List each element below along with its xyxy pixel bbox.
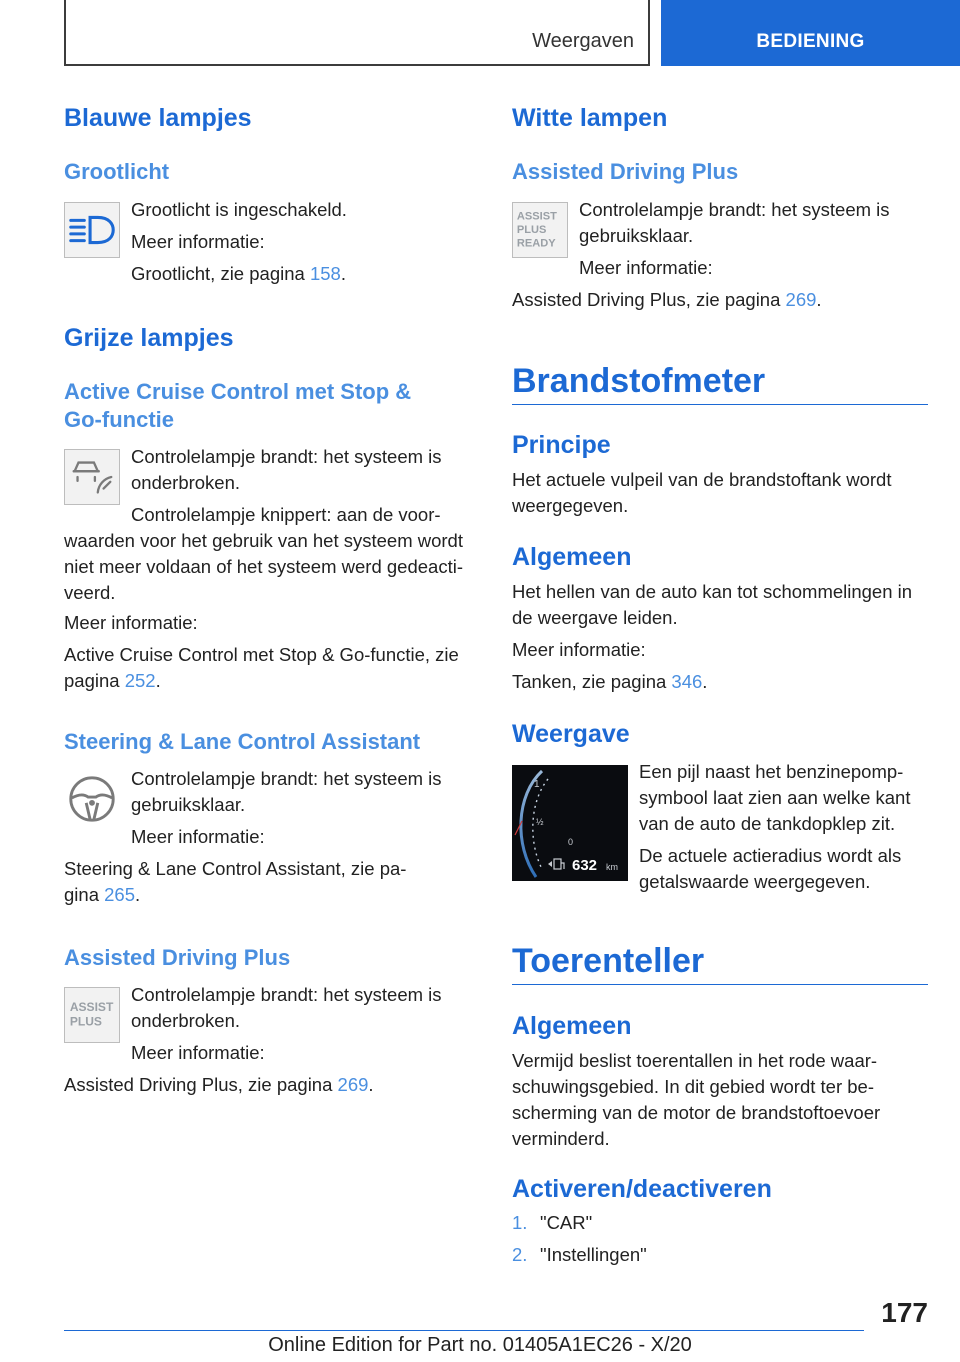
gauge-empty-mark: 0	[568, 837, 574, 847]
acc-ref-end: .	[155, 670, 161, 691]
fuel-gauge-heading: Brandstofmeter	[512, 362, 766, 400]
high-beam-ref-end: .	[340, 263, 346, 284]
acc-text-5: niet meer voldaan of het systeem werd gedeacti-	[64, 556, 463, 577]
footer-edition: Online Edition for Part no. 01405A1EC26 - X/20	[268, 1334, 692, 1356]
refuel-page-link[interactable]: 346	[671, 671, 703, 692]
high-beam-text-2: Meer informatie:	[131, 231, 265, 252]
acc-text-8: Active Cruise Control met Stop & Go-functie, zie	[64, 644, 459, 665]
slca-ref-end: .	[135, 884, 141, 905]
assist-ready-icon-line-1: ASSIST	[516, 210, 557, 223]
high-beam-text-3	[131, 261, 346, 287]
acc-text-7: Meer informatie:	[64, 612, 198, 633]
header-section-title: Weergaven	[532, 30, 634, 52]
gauge-full-mark: 1	[534, 779, 540, 790]
adp-left-page-link[interactable]: 269	[337, 1074, 369, 1095]
adp-right-page-link[interactable]: 269	[785, 289, 817, 310]
slca-text-5	[64, 882, 140, 908]
rpm-text-2: schuwingsgebied. In dit gebied wordt ter be-	[512, 1076, 874, 1097]
step-number: 1.	[512, 1212, 528, 1233]
assist-plus-icon	[64, 987, 120, 1043]
slca-heading: Steering & Lane Control Assistant	[64, 729, 421, 754]
fuel-pump-icon	[548, 859, 564, 869]
gauge-range-value: 632	[572, 857, 598, 874]
slca-text-2: gebruiksklaar.	[131, 794, 246, 815]
adp-right-text-2: gebruiksklaar.	[579, 225, 694, 246]
adp-right-text-1: Controlelampje brandt: het systeem is	[579, 199, 890, 220]
grey-lamps-heading: Grijze lampjes	[64, 324, 234, 352]
adp-left-ref-end: .	[368, 1074, 374, 1095]
fuel-gauge-image	[512, 765, 628, 881]
slca-text-3: Meer informatie:	[131, 826, 265, 847]
acc-ref-text: pagina	[64, 670, 125, 691]
high-beam-ref-text: Grootlicht, zie pagina	[131, 263, 310, 284]
principle-text-2: weergegeven.	[512, 495, 629, 516]
gauge-range-unit: km	[606, 862, 618, 872]
general-text-4	[512, 669, 707, 695]
general-text-1: Het hellen van de auto kan tot schommelingen in	[512, 581, 913, 602]
header-chapter-tab[interactable]	[661, 0, 960, 66]
high-beam-page-link[interactable]: 158	[309, 263, 341, 284]
display-heading: Weergave	[512, 720, 630, 748]
acc-interrupted-icon	[64, 449, 120, 505]
fuel-ref-text: Tanken, zie pagina	[512, 671, 672, 692]
display-text-4: De actuele actieradius wordt als	[639, 845, 902, 866]
assist-plus-icon-line-1: ASSIST	[69, 1000, 114, 1015]
assist-ready-icon-line-2: PLUS	[516, 223, 547, 236]
acc-heading-line-1: Active Cruise Control met Stop &	[64, 379, 412, 404]
rpm-general-heading: Algemeen	[512, 1012, 632, 1040]
display-text-3: van de auto de tankdopklep zit.	[639, 813, 896, 834]
display-text-2: symbool laat zien aan welke kant	[639, 787, 911, 808]
step-text: "Instellingen"	[540, 1244, 647, 1265]
blue-lamps-heading: Blauwe lampjes	[64, 104, 252, 132]
acc-text-9	[64, 668, 161, 694]
rpm-text-1: Vermijd beslist toerentallen in het rode waar-	[512, 1050, 878, 1071]
slca-text-1: Controlelampje brandt: het systeem is	[131, 768, 442, 789]
header-chapter-title: BEDIENING	[756, 31, 865, 52]
adp-left-text-4	[64, 1072, 374, 1098]
gauge-half-mark: ½	[536, 817, 544, 827]
steering-wheel-icon	[64, 771, 120, 827]
step-item-1	[512, 1210, 592, 1236]
assist-plus-icon-line-2: PLUS	[69, 1014, 102, 1029]
header-section-box	[64, 0, 650, 66]
step-text: "CAR"	[540, 1212, 593, 1233]
general-text-3: Meer informatie:	[512, 639, 646, 660]
acc-text-3: Controlelampje knippert: aan de voor-	[131, 504, 441, 525]
slca-text-4: Steering & Lane Control Assistant, zie pa-	[64, 858, 407, 879]
general-text-2: de weergave leiden.	[512, 607, 678, 628]
assist-plus-ready-icon	[512, 202, 568, 258]
activate-heading: Activeren/deactiveren	[512, 1175, 772, 1203]
high-beam-icon	[64, 202, 120, 258]
acc-text-1: Controlelampje brandt: het systeem is	[131, 446, 442, 467]
general-heading: Algemeen	[512, 543, 632, 571]
adp-right-text-3: Meer informatie:	[579, 257, 713, 278]
fuel-gauge-divider	[512, 404, 928, 405]
adp-right-text-4	[512, 287, 822, 313]
adp-left-heading: Assisted Driving Plus	[64, 945, 291, 970]
adp-left-text-1: Controlelampje brandt: het systeem is	[131, 984, 442, 1005]
slca-page-link[interactable]: 265	[104, 884, 135, 905]
principle-text-1: Het actuele vulpeil van de brandstoftank wordt	[512, 469, 892, 490]
display-text-5: getalswaarde weergegeven.	[639, 871, 871, 892]
step-item-2	[512, 1242, 647, 1268]
fuel-ref-end: .	[702, 671, 708, 692]
acc-heading-line-2: Go-functie	[64, 407, 174, 432]
tachometer-divider	[512, 984, 928, 985]
adp-right-ref-end: .	[816, 289, 822, 310]
acc-text-2: onderbroken.	[131, 472, 241, 493]
footer-divider	[64, 1330, 864, 1331]
acc-text-6: veerd.	[64, 582, 116, 603]
acc-text-4: waarden voor het gebruik van het systeem wordt	[64, 530, 463, 551]
adp-left-text-3: Meer informatie:	[131, 1042, 265, 1063]
high-beam-heading: Grootlicht	[64, 159, 170, 184]
adp-left-text-2: onderbroken.	[131, 1010, 241, 1031]
slca-ref-text: gina	[64, 884, 105, 905]
adp-right-ref-text: Assisted Driving Plus, zie pagina	[512, 289, 786, 310]
step-number: 2.	[512, 1244, 528, 1265]
adp-right-heading: Assisted Driving Plus	[512, 159, 739, 184]
acc-page-link[interactable]: 252	[124, 670, 156, 691]
page-number: 177	[881, 1297, 928, 1328]
principle-heading: Principe	[512, 431, 611, 459]
rpm-text-4: verminderd.	[512, 1128, 610, 1149]
adp-left-ref-text: Assisted Driving Plus, zie pagina	[64, 1074, 338, 1095]
white-lamps-heading: Witte lampen	[512, 104, 668, 132]
assist-ready-icon-line-3: READY	[516, 237, 556, 250]
display-text-1: Een pijl naast het benzinepomp-	[639, 761, 904, 782]
tachometer-heading: Toerenteller	[512, 942, 705, 980]
high-beam-text-1: Grootlicht is ingeschakeld.	[131, 199, 347, 220]
rpm-text-3: scherming van de motor de brandstoftoevoer	[512, 1102, 881, 1123]
